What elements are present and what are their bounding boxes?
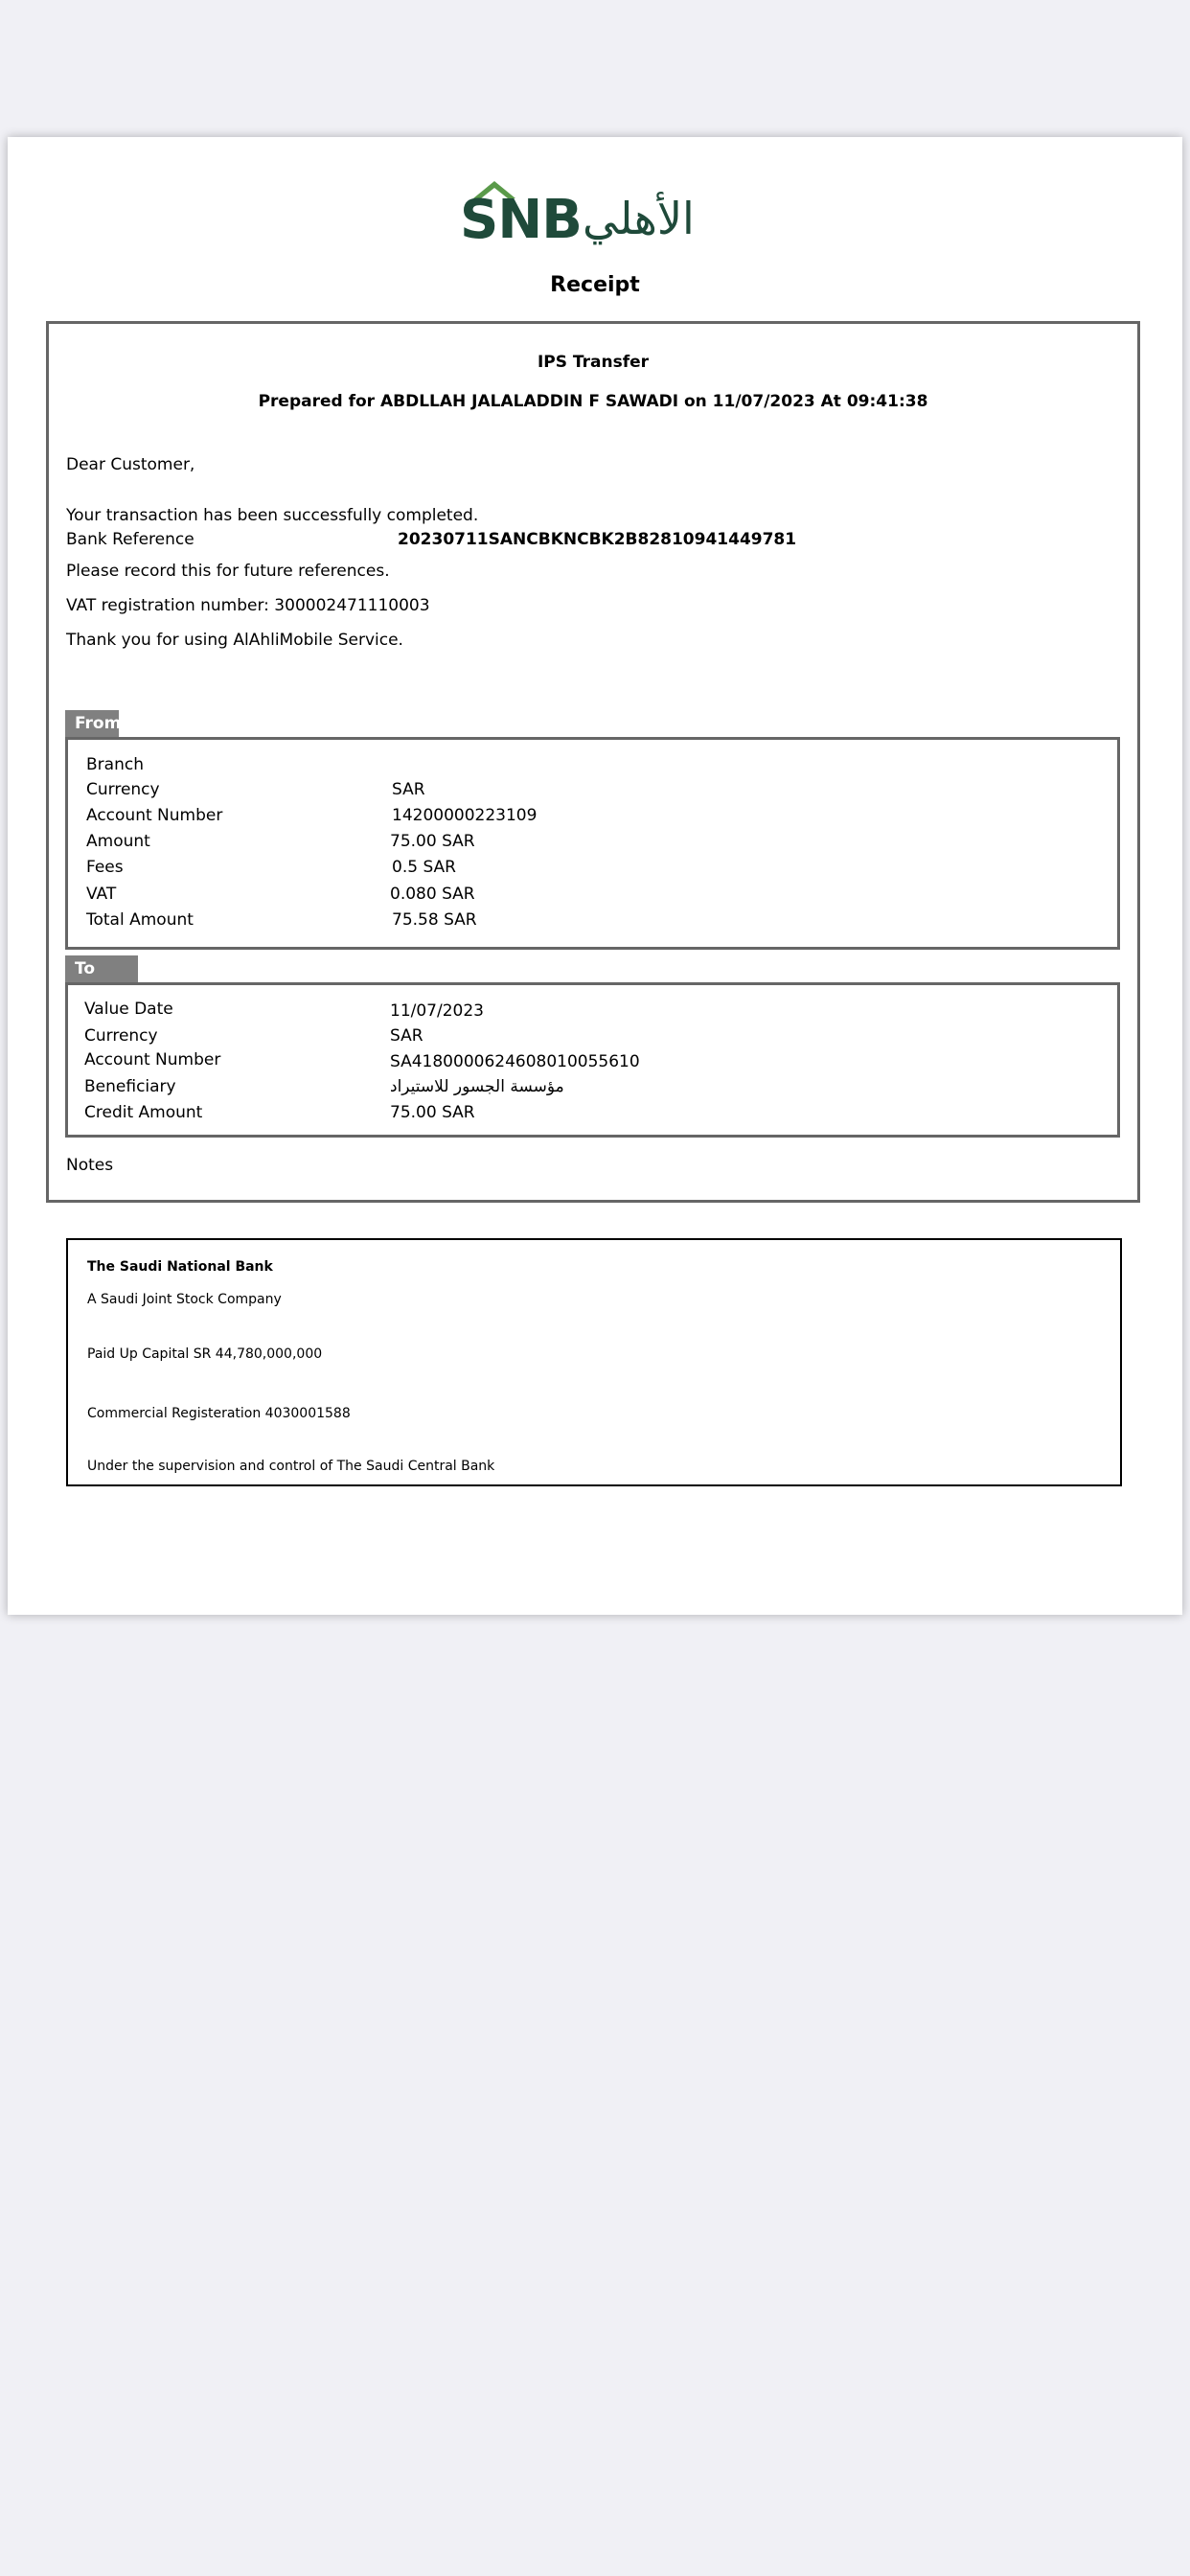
from-fees-value: 0.5 SAR [392, 858, 456, 877]
vat-registration: VAT registration number: 300002471110003 [66, 596, 430, 615]
to-heading: To [65, 955, 138, 982]
from-currency-value: SAR [392, 780, 425, 799]
to-value-date-label: Value Date [84, 1000, 173, 1019]
bank-reference-label: Bank Reference [66, 530, 195, 549]
from-account-value: 14200000223109 [392, 806, 538, 825]
logo-latin-text: SNB [460, 189, 582, 251]
from-fees-label: Fees [86, 858, 124, 877]
success-message: Your transaction has been successfully completed. [66, 506, 479, 525]
to-account-value: SA4180000624608010055610 [390, 1052, 640, 1071]
from-currency-label: Currency [86, 780, 160, 799]
receipt-details-box [46, 321, 1140, 1203]
page-title: Receipt [550, 273, 640, 297]
from-box [65, 737, 1120, 950]
from-total-value: 75.58 SAR [392, 910, 477, 930]
transfer-type: IPS Transfer [537, 353, 650, 372]
snb-logo [460, 183, 714, 250]
from-vat-value: 0.080 SAR [390, 885, 475, 904]
from-branch-label: Branch [86, 755, 144, 774]
footer-bank-name: The Saudi National Bank [87, 1259, 273, 1275]
from-heading: From [65, 710, 119, 737]
to-beneficiary-value: مؤسسة الجسور للاستيراد [390, 1077, 564, 1096]
from-vat-label: VAT [86, 885, 117, 904]
prepared-for: Prepared for ABDLLAH JALALADDIN F SAWADI on 11/07/2023 At 09:41:38 [258, 392, 928, 411]
to-currency-value: SAR [390, 1026, 423, 1046]
from-account-label: Account Number [86, 806, 223, 825]
bank-reference-value: 20230711SANCBKNCBK2B82810941449781 [398, 530, 797, 549]
to-value-date-value: 11/07/2023 [390, 1001, 484, 1021]
footer-supervision: Under the supervision and control of The Saudi Central Bank [87, 1459, 495, 1474]
to-box [65, 982, 1120, 1138]
greeting: Dear Customer, [66, 455, 195, 474]
to-credit-value: 75.00 SAR [390, 1103, 475, 1122]
to-currency-label: Currency [84, 1026, 158, 1046]
footer-capital: Paid Up Capital SR 44,780,000,000 [87, 1346, 323, 1362]
logo-arabic-text: الأهلي [583, 193, 695, 244]
from-total-label: Total Amount [86, 910, 194, 930]
record-note: Please record this for future references. [66, 562, 390, 581]
from-amount-label: Amount [86, 832, 150, 851]
receipt-page [8, 137, 1182, 1615]
notes-label: Notes [66, 1156, 114, 1175]
thanks-message: Thank you for using AlAhliMobile Service. [66, 631, 403, 650]
to-credit-label: Credit Amount [84, 1103, 203, 1122]
from-amount-value: 75.00 SAR [390, 832, 475, 851]
to-account-label: Account Number [84, 1050, 221, 1070]
footer-registration: Commercial Registeration 4030001588 [87, 1406, 351, 1421]
footer-company-type: A Saudi Joint Stock Company [87, 1292, 282, 1307]
bank-footer-box [66, 1238, 1122, 1486]
to-beneficiary-label: Beneficiary [84, 1077, 176, 1096]
